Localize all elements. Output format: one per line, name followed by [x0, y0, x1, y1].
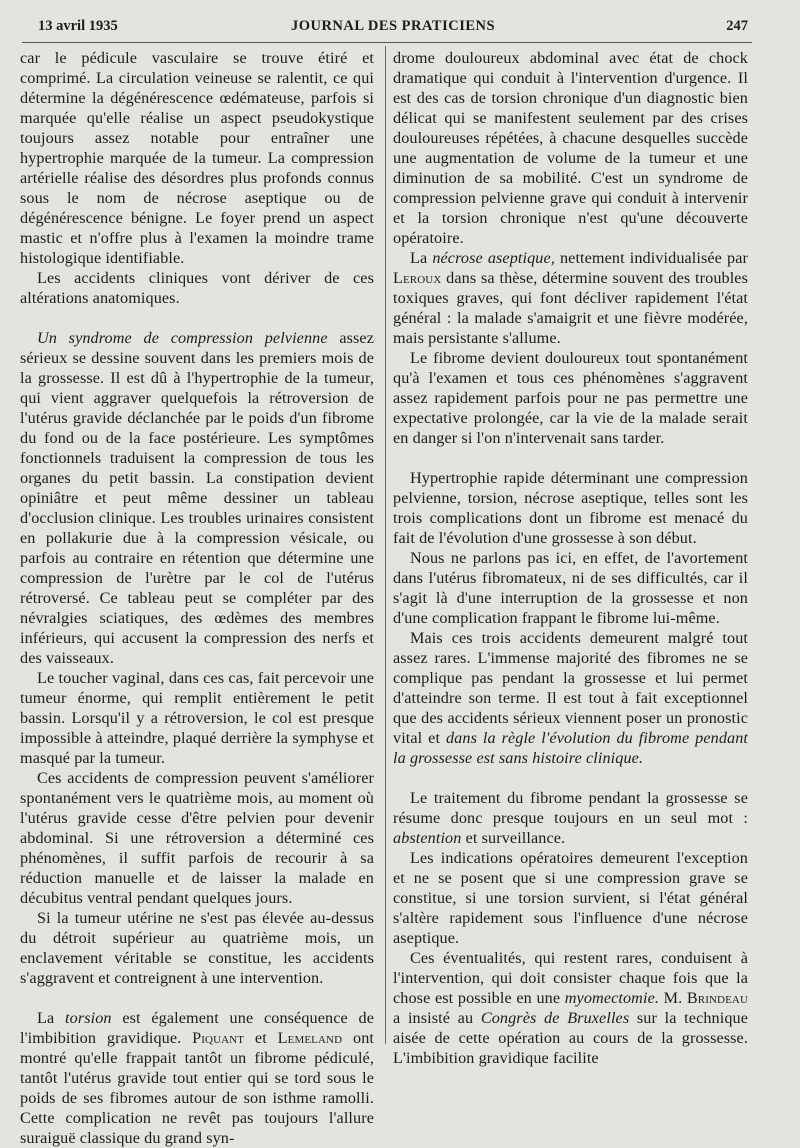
journal-title: JOURNAL DES PRATICIENS [290, 18, 496, 34]
paragraph: Le fibrome devient douloureux tout spontanément qu'à l'examen et tous ces phénomènes s'aggravent assez rapidement parfois pour ne pas permettre une expectative prolongée, car la vie de la malade serait en danger si l'on n'intervenait sans tarder. [393, 349, 748, 447]
italic-phrase: nécrose aseptique, [432, 249, 555, 267]
paragraph: Mais ces trois accidents demeurent malgré tout assez rares. L'immense majorité des fibromes ne se complique pas pendant la grossesse et lui permet d'atteindre son terme. Il est tout à fait exceptionnel que des accidents sérieux viennent poser un pronostic vital et dans la règle l'évolution du fibrome pendant la grossesse est sans histoire clinique. [393, 629, 748, 767]
right-column [393, 48, 748, 1068]
paragraph: La nécrose aseptique, nettement individualisée par Leroux dans sa thèse, détermine souvent des troubles toxiques graves, qui font décliver rapidement l'état général : la malade s'amaigrit et une fièvre modérée, mais persistante s'allume. [393, 249, 748, 347]
paragraph: La torsion est également une conséquence de l'imbibition gravidique. Piquant et Lemeland ont montré qu'elle frappait tantôt un fibrome pédiculé, tantôt l'utérus gravide tout entier qui se tord sous le poids de ses fibromes autour de son isthme ramolli. Cette complication ne revêt pas toujours l'allure suraiguë classique du grand syn- [20, 1009, 375, 1147]
paragraph: Les accidents cliniques vont dériver de ces altérations anatomiques. [20, 269, 374, 307]
author-name: Piquant [192, 1029, 245, 1047]
paragraph: drome douloureux abdominal avec état de chock dramatique qui conduit à l'intervention d'urgence. Il est des cas de torsion chronique d'un diagnostic bien délicat qui se manifestent seulement par des crises douloureuses répétées, à chacune desquelles succède une augmentation de volume de la tumeur et une diminution de sa mobilité. C'est un syndrome de compression pelvienne grave qui conduit à intervenir et la torsion chronique n'est qu'une découverte opératoire. [393, 49, 748, 247]
paragraph: Un syndrome de compression pelvienne assez sérieux se dessine souvent dans les premiers mois de la grossesse. Il est dû à l'hypertrophie de la tumeur, qui vient aggraver quelquefois la rétroversion de l'utérus gravide déclanchée par le poids d'un fibrome du fond ou de la face postérieure. Les symptômes fonctionnels traduisent la compression de tous les organes du petit bassin. La constipation devient opiniâtre et peut même dessiner un tableau d'occlusion clinique. Les troubles urinaires consistent en pollakurie due à la compression vésicale, ou parfois au contraire en rétention que détermine une compression de l'urètre par le col de l'utérus rétroversé. Ce tableau peut se compléter par des névralgies sciatiques, des œdèmes des membres inférieurs, qui accusent la compression des nerfs et des vaisseaux. [20, 329, 374, 667]
author-name: Leroux [393, 269, 442, 287]
italic-phrase: Un syndrome de compression pelvienne [37, 329, 328, 347]
paragraph: car le pédicule vasculaire se trouve étiré et comprimé. La circulation veineuse se ralentit, ce qui détermine la dégénérescence œdémateuse, parfois si marquée qu'elle réalise un aspect pseudokystique toujours assez notable pour entraîner une hypertrophie marquée de la tumeur. La compression artérielle réalise des désordres plus profonds connus sous le nom de nécrose aseptique ou de dégénérescence bénigne. Le foyer prend un aspect mastic et n'offre plus à l'examen la moindre trame histologique identifiable. [20, 49, 374, 267]
page-header [38, 14, 748, 38]
paragraph: Les indications opératoires demeurent l'exception et ne se posent que si une compression grave se constitue, si une torsion survient, si l'état général s'altère rapidement sous l'influence d'une nécrose aseptique. [393, 849, 748, 947]
paragraph: Le toucher vaginal, dans ces cas, fait percevoir une tumeur énorme, qui remplit entièrement le petit bassin. Lorsqu'il y a rétroversion, le col est presque impossible à atteindre, plaqué derrière la symphyse et masqué par la tumeur. [20, 669, 374, 767]
paragraph: Ces éventualités, qui restent rares, conduisent à l'intervention, qui doit consister chaque fois que la chose est possible en une myomectomie. M. Brindeau a insisté au Congrès de Bruxelles sur la technique aisée de cette opération au cours de la grossesse. L'imbibition gravidique facilite [393, 949, 749, 1067]
paragraph: Hypertrophie rapide déterminant une compression pelvienne, torsion, nécrose aseptique, telles sont les trois complications dont un fibrome est menacé du fait de l'évolution d'une grossesse à son début. [393, 469, 748, 547]
column-divider [385, 46, 386, 1044]
italic-word: abstention [393, 829, 462, 847]
italic-phrase: dans la règle l'évolution du fibrome pendant la grossesse est sans histoire clinique. [393, 729, 748, 767]
author-name: Lemeland [277, 1029, 343, 1047]
italic-word: torsion [65, 1009, 112, 1027]
paragraph: Si la tumeur utérine ne s'est pas élevée au-dessus du détroit supérieur au quatrième mois, un enclavement véritable se constitue, les accidents s'aggravent et contreignent à une intervention. [20, 909, 374, 987]
left-column [20, 48, 374, 1148]
paragraph: Nous ne parlons pas ici, en effet, de l'avortement dans l'utérus fibromateux, ni de ses difficultés, car il s'agit là d'une interruption de la grossesse et non d'une complication frappant le fibrome lui-même. [393, 549, 748, 627]
italic-word: myomectomie. [564, 989, 660, 1007]
issue-date: 13 avril 1935 [38, 18, 118, 34]
italic-phrase: Congrès de Bruxelles [480, 1009, 630, 1027]
paragraph: Le traitement du fibrome pendant la grossesse se résume donc presque toujours en un seul mot : abstention et surveillance. [393, 789, 748, 847]
paragraph: Ces accidents de compression peuvent s'améliorer spontanément vers le quatrième mois, au moment où l'utérus gravide cesse d'être pelvien pour devenir abdominal. Si une rétroversion a déterminé ces phénomènes, il suffit parfois de recourir à sa réduction manuelle et de laisser la malade en décubitus ventral pendant quelques jours. [20, 769, 374, 907]
page-number: 247 [726, 18, 748, 34]
header-rule [22, 42, 752, 43]
author-name: Brindeau [686, 989, 748, 1007]
